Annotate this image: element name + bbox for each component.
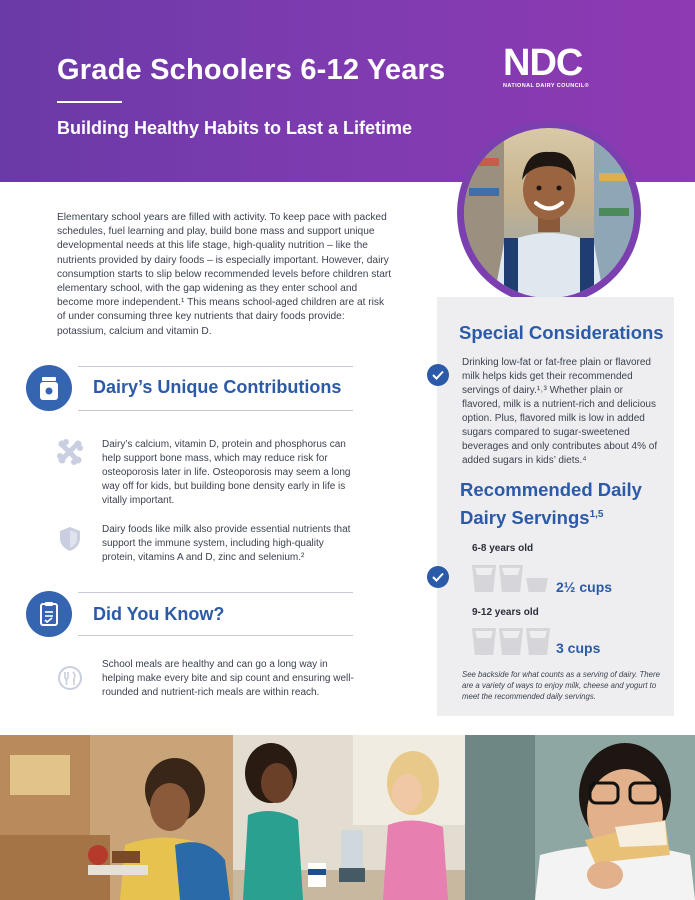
special-considerations-title: Special Considerations <box>459 322 664 343</box>
school-meals-text: School meals are healthy and can go a long way in helping make every bite and sip count and ensuring well-rounded and nutrient-rich meals are within reach. <box>102 659 354 698</box>
page-subtitle: Building Healthy Habits to Last a Lifetime <box>57 118 413 138</box>
logo-mark: NDC <box>503 42 583 84</box>
section-rule-top <box>78 366 353 367</box>
age-group-label: 9-12 years old <box>472 607 539 618</box>
servings-note: See backside for what counts as a serving of dairy. There are a variety of ways to enjoy milk, cheese and yogurt to meet the recommended daily servings. <box>462 670 660 701</box>
ndc-logo <box>503 44 603 90</box>
immune-support-text: Dairy foods like milk also provide essential nutrients that support the immune system, including high-quality protein, vitamins A and D, zinc and selenium.² <box>102 524 351 563</box>
servings-amount: 2½ cups <box>556 579 613 595</box>
recommended-servings-label: Recommended Daily Dairy Servings <box>460 479 642 529</box>
section-rule-bottom <box>78 410 353 411</box>
cup-icon <box>499 628 523 655</box>
title-divider <box>57 101 122 103</box>
school-lunch-icon <box>57 665 83 691</box>
contributions-title: Dairy’s Unique Contributions <box>93 377 342 397</box>
cup-icon <box>526 628 550 655</box>
logo-text: NATIONAL DAIRY COUNCIL® <box>503 83 590 89</box>
cup-icon <box>499 565 523 592</box>
cup-icon <box>472 628 496 655</box>
boy-with-backpack-photo <box>464 128 634 298</box>
bone-health-text: Dairy’s calcium, vitamin D, protein and phosphorus can help support bone mass, which may reduce risk for osteoporosis later in life. Osteoporosis may seem a long way off for kids, but building bone density early in life is vitally important. <box>102 439 351 506</box>
servings-amount: 3 cups <box>556 640 601 656</box>
boy-eating-pizza-photo <box>465 735 695 900</box>
recommended-servings-footnote: 1,5 <box>589 509 604 520</box>
girls-making-smoothie-photo <box>233 735 465 900</box>
checkmark-icon <box>427 364 449 386</box>
flavored-milk-text: Drinking low-fat or fat-free plain or flavored milk helps kids get their recommended servings of dairy.¹˒³ Whether plain or flavored, milk is a nutrient-rich and delicious option. Plus, flavored milk is low in added sugars compared to sugar-sweetened beverages and only contributes about 4% of added sugars in kids’ diets.⁴ <box>462 357 658 466</box>
intro-paragraph: Elementary school years are filled with activity. To keep pace with packed schedules, fuel learning and play, build bone mass and support unique developmental needs at this life stage, high-quality nutrition – like the nutrients provided by dairy foods – is especially important. However, dairy consumption starts to slip below recommended levels before children start elementary school, with the gap widening as they enter school and become more independent.¹ This means school-aged children are at risk of under consuming three key nutrients that dairy foods provide: potassium, calcium and vitamin D. <box>57 212 392 337</box>
page-title: Grade Schoolers 6-12 Years <box>57 54 446 86</box>
portrait-photo-frame <box>457 121 641 305</box>
bone-icon <box>57 439 83 465</box>
shield-icon <box>58 526 84 552</box>
section-rule-bottom <box>78 635 353 636</box>
section-rule-top <box>78 592 353 593</box>
recommended-servings-title <box>460 477 660 530</box>
cup-icon <box>472 565 496 592</box>
checkmark-icon <box>427 566 449 588</box>
boy-lunch-tray-photo <box>0 735 233 900</box>
milk-carton-icon <box>26 365 72 411</box>
age-group-label: 6-8 years old <box>472 543 534 554</box>
did-you-know-title: Did You Know? <box>93 604 225 624</box>
clipboard-icon <box>26 591 72 637</box>
half-cup-icon <box>526 578 548 592</box>
